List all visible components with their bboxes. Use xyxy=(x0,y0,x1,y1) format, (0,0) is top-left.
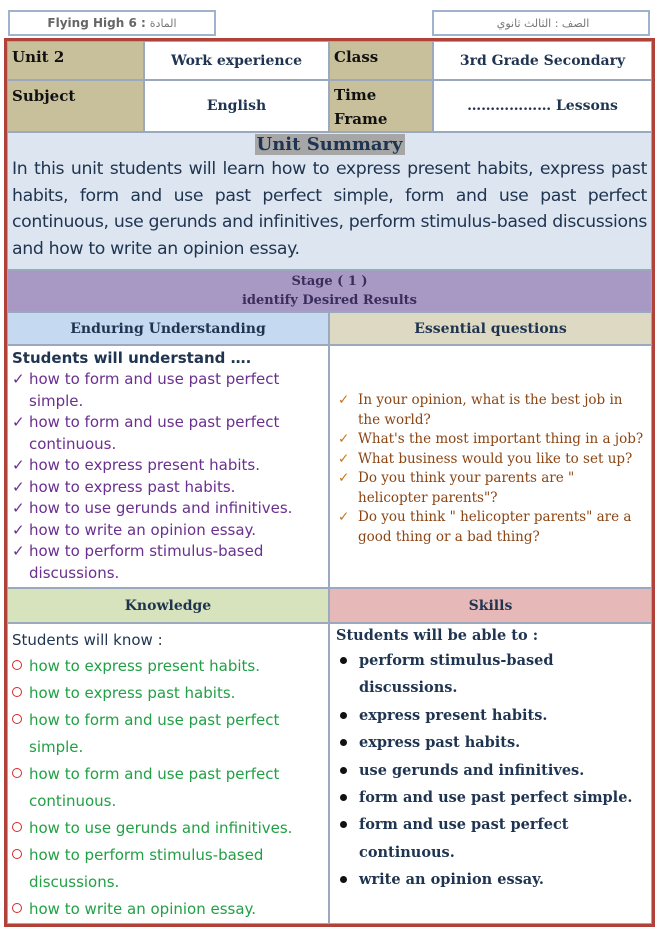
grade-header-ar: الصف : الثالث ثانوي xyxy=(496,16,590,30)
enduring-heading: Enduring Understanding xyxy=(70,320,266,337)
list-item: ✓ how to form and use past perfect simple. xyxy=(12,370,280,410)
list-item: ✓ In your opinion, what is the best job in the world? xyxy=(338,392,623,428)
enduring-heading-cell xyxy=(7,312,329,345)
list-item: perform stimulus-based discussions. xyxy=(336,647,647,702)
list-item: form and use past perfect continuous. xyxy=(336,811,647,866)
list-item: ✓ how to express past habits. xyxy=(12,477,324,499)
unit-summary-text: In this unit students will learn how to express present habits, express past habits, form and use past perfect simple, form and use past perfect continuous, use gerunds and infinitives, perform stimulus-based discussions and how to write an opinion essay. xyxy=(12,159,647,259)
knowledge-heading: Knowledge xyxy=(124,597,212,614)
list-item: how to write an opinion essay. xyxy=(12,896,324,923)
unit-label-cell xyxy=(7,41,144,80)
skills-intro: Students will be able to : xyxy=(336,627,539,644)
time-label-cell xyxy=(329,80,433,132)
enduring-list xyxy=(12,369,324,584)
list-item: write an opinion essay. xyxy=(336,866,647,893)
check-icon: ✓ xyxy=(12,542,25,560)
list-item: express present habits. xyxy=(336,702,647,729)
list-item: ✓ how to express present habits. xyxy=(12,455,324,477)
list-item: ✓ how to write an opinion essay. xyxy=(12,520,324,542)
list-item: ✓ how to perform stimulus-based discussions. xyxy=(12,542,264,582)
essential-list xyxy=(334,391,645,547)
unit-value-cell xyxy=(144,41,329,80)
stage-subtitle: identify Desired Results xyxy=(241,293,417,308)
check-icon: ✓ xyxy=(12,520,25,539)
dot-bullet-icon xyxy=(340,876,347,883)
subject-header-ar: المادة xyxy=(149,16,177,30)
subject-label: Subject xyxy=(12,87,76,105)
skills-heading: Skills xyxy=(468,597,513,614)
unit-label: Unit 2 xyxy=(12,48,65,66)
stage-banner xyxy=(7,270,652,312)
class-value: 3rd Grade Secondary xyxy=(459,52,626,69)
class-label: Class xyxy=(334,48,379,66)
dot-bullet-icon xyxy=(340,794,347,801)
list-item: how to form and use past perfect simple. xyxy=(12,707,324,761)
dot-bullet-icon xyxy=(340,821,347,828)
knowledge-heading-cell xyxy=(7,588,329,623)
check-icon: ✓ xyxy=(338,509,350,525)
list-item: how to form and use past perfect continuous. xyxy=(12,761,324,815)
check-icon: ✓ xyxy=(12,477,25,496)
list-item: how to use gerunds and infinitives. xyxy=(12,815,324,842)
check-icon: ✓ xyxy=(338,450,350,467)
time-label-line1: Time xyxy=(334,86,377,104)
circle-bullet-icon xyxy=(12,849,22,859)
class-label-cell xyxy=(329,41,433,80)
circle-bullet-icon xyxy=(12,903,22,913)
knowledge-list xyxy=(12,653,324,923)
list-item: ✓ What business would you like to set up? xyxy=(334,450,645,470)
skills-heading-cell xyxy=(329,588,652,623)
unit-summary-title: Unit Summary xyxy=(256,134,403,155)
subject-label-cell xyxy=(7,80,144,132)
list-item: express past habits. xyxy=(336,729,647,756)
enduring-content-cell xyxy=(7,345,329,588)
class-value-cell xyxy=(433,41,652,80)
dot-bullet-icon xyxy=(340,657,347,664)
subject-value-cell xyxy=(144,80,329,132)
knowledge-content-cell xyxy=(7,623,329,924)
time-value-cell xyxy=(433,80,652,132)
check-icon: ✓ xyxy=(338,392,350,408)
circle-bullet-icon xyxy=(12,822,22,832)
list-item: how to perform stimulus-based discussions. xyxy=(12,842,324,896)
skills-content-cell xyxy=(329,623,652,924)
list-item: use gerunds and infinitives. xyxy=(336,757,647,784)
unit-value: Work experience xyxy=(170,52,303,69)
essential-heading: Essential questions xyxy=(414,320,567,337)
check-icon: ✓ xyxy=(12,499,25,517)
list-item: ✓ What's the most important thing in a job? xyxy=(334,430,645,450)
time-label-line2: Frame xyxy=(334,110,388,128)
subject-header-box xyxy=(8,10,216,36)
dot-bullet-icon xyxy=(340,712,347,719)
knowledge-intro: Students will know : xyxy=(12,631,163,649)
unit-summary-section xyxy=(7,132,652,270)
check-icon: ✓ xyxy=(338,431,350,447)
essential-content-cell xyxy=(329,345,652,588)
check-icon: ✓ xyxy=(12,413,25,431)
time-value: ……………… Lessons xyxy=(467,98,618,114)
subject-header-en: Flying High 6 : xyxy=(47,16,146,30)
list-item: how to express past habits. xyxy=(12,680,324,707)
subject-value: English xyxy=(206,98,267,114)
lesson-plan-frame xyxy=(4,38,655,927)
skills-list xyxy=(336,647,647,894)
list-item: ✓ Do you think " helicopter parents" are a good thing or a bad thing? xyxy=(338,509,632,545)
list-item: ✓ how to use gerunds and infinitives. xyxy=(12,498,324,520)
circle-bullet-icon xyxy=(12,714,22,724)
list-item: form and use past perfect simple. xyxy=(336,784,647,811)
circle-bullet-icon xyxy=(12,768,22,778)
check-icon: ✓ xyxy=(338,470,350,486)
dot-bullet-icon xyxy=(340,739,347,746)
dot-bullet-icon xyxy=(340,767,347,774)
check-icon: ✓ xyxy=(12,456,25,474)
check-icon: ✓ xyxy=(12,370,25,388)
grade-header-box xyxy=(432,10,650,36)
list-item: how to express present habits. xyxy=(12,653,324,680)
list-item: ✓ how to form and use past perfect continuous. xyxy=(12,413,280,453)
enduring-intro: Students will understand …. xyxy=(12,349,252,367)
circle-bullet-icon xyxy=(12,660,22,670)
stage-title: Stage ( 1 ) xyxy=(291,274,368,289)
essential-heading-cell xyxy=(329,312,652,345)
list-item: ✓ Do you think your parents are " helicopter parents"? xyxy=(338,470,575,506)
circle-bullet-icon xyxy=(12,687,22,697)
